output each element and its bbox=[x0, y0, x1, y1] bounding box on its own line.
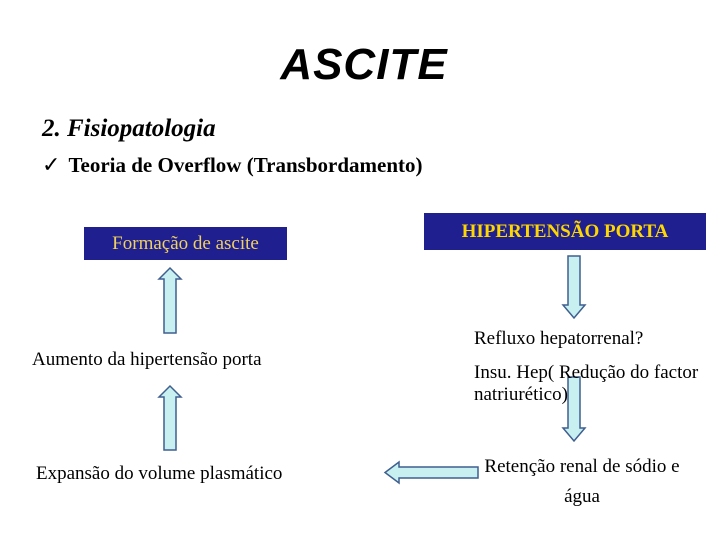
hipertensao-porta-box: HIPERTENSÃO PORTA bbox=[424, 213, 706, 250]
section-subtitle: 2. Fisiopatologia bbox=[42, 115, 216, 142]
refluxo-label: Refluxo hepatorrenal? bbox=[474, 328, 644, 349]
bullet-text: Teoria de Overflow (Transbordamento) bbox=[68, 153, 423, 177]
left-arrow-icon bbox=[385, 462, 478, 483]
check-mark-icon: ✓ bbox=[42, 153, 61, 178]
aumento-hipertensao-label: Aumento da hipertensão porta bbox=[32, 349, 262, 370]
insuficiencia-label: Insu. Hep( Redução do factor natriurético) bbox=[474, 362, 699, 405]
down-arrow-icon bbox=[563, 256, 585, 318]
expansao-volume-label: Expansão do volume plasmático bbox=[36, 463, 283, 484]
slide-title: ASCITE bbox=[280, 40, 448, 89]
up-arrow-icon bbox=[159, 386, 181, 450]
formacao-ascite-box: Formação de ascite bbox=[84, 227, 287, 260]
up-arrow-icon bbox=[159, 268, 181, 333]
retencao-renal-label: Retenção renal de sódio e água bbox=[484, 456, 680, 507]
